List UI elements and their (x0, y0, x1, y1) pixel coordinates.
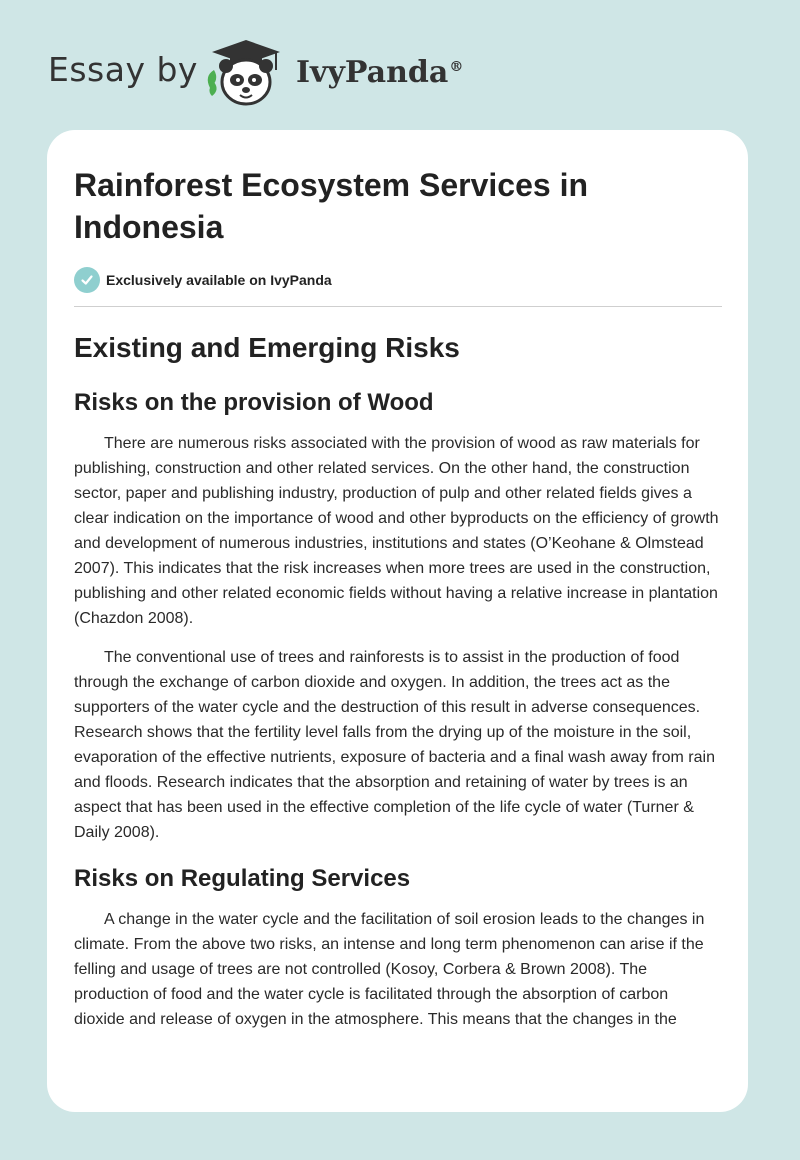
page-title: Rainforest Ecosystem Services in Indonesia (74, 167, 589, 245)
brand-logo[interactable] (296, 55, 463, 90)
essay-by-label: Essay by (48, 50, 198, 89)
article-card (47, 130, 748, 1112)
exclusive-badge (74, 266, 722, 294)
paragraph: The conventional use of trees and rainforests is to assist in the production of food through the exchange of carbon dioxide and oxygen. In addition, the trees act as the supporters of the water cycle and the destruction of this result in adverse consequences. Research shows that the fertility level falls from the drying up of the moisture in the soil, evaporation of the effective nutrients, exposure of bacteria and a final wash away from rain and floods. Research indicates that the absorption and retaining of water by trees is an aspect that has been used in the effective completion of the life cycle of water (Turner & Daily 2008). (74, 649, 715, 841)
title-divider (74, 306, 722, 307)
registered-mark: ® (449, 59, 464, 75)
paragraph: There are numerous risks associated with the provision of wood as raw materials for publishing, construction and other related services. On the other hand, the construction sector, paper and publishing industry, production of pulp and other related fields gives a clear indication on the importance of wood and other byproducts on the efficiency of growth and development of numerous industries, institutions and states (O’Keohane & Olmstead 2007). This indicates that the risk increases when more trees are used in the construction, publishing and other related economic fields without having a relative increase in plantation (Chazdon 2008). (74, 435, 719, 627)
paragraph: A change in the water cycle and the facilitation of soil erosion leads to the changes in climate. From the above two risks, an intense and long term phenomenon can arise if the felling and usage of trees are not controlled (Kosoy, Corbera & Brown 2008). The production of food and the water cycle is facilitated through the absorption of carbon dioxide and release of oxygen in the atmosphere. This means that the changes in the (74, 911, 705, 1028)
brand-name: IvyPanda (296, 55, 449, 90)
site-header (0, 0, 800, 130)
section-heading: Existing and Emerging Risks (74, 332, 460, 363)
check-circle-icon (74, 267, 100, 293)
subsection-heading-regulating: Risks on Regulating Services (74, 865, 411, 892)
exclusive-badge-text: Exclusively available on IvyPanda (106, 272, 332, 288)
subsection-heading-wood: Risks on the provision of Wood (74, 389, 434, 416)
panda-logo-icon[interactable] (202, 36, 290, 108)
article-content (74, 164, 722, 1032)
